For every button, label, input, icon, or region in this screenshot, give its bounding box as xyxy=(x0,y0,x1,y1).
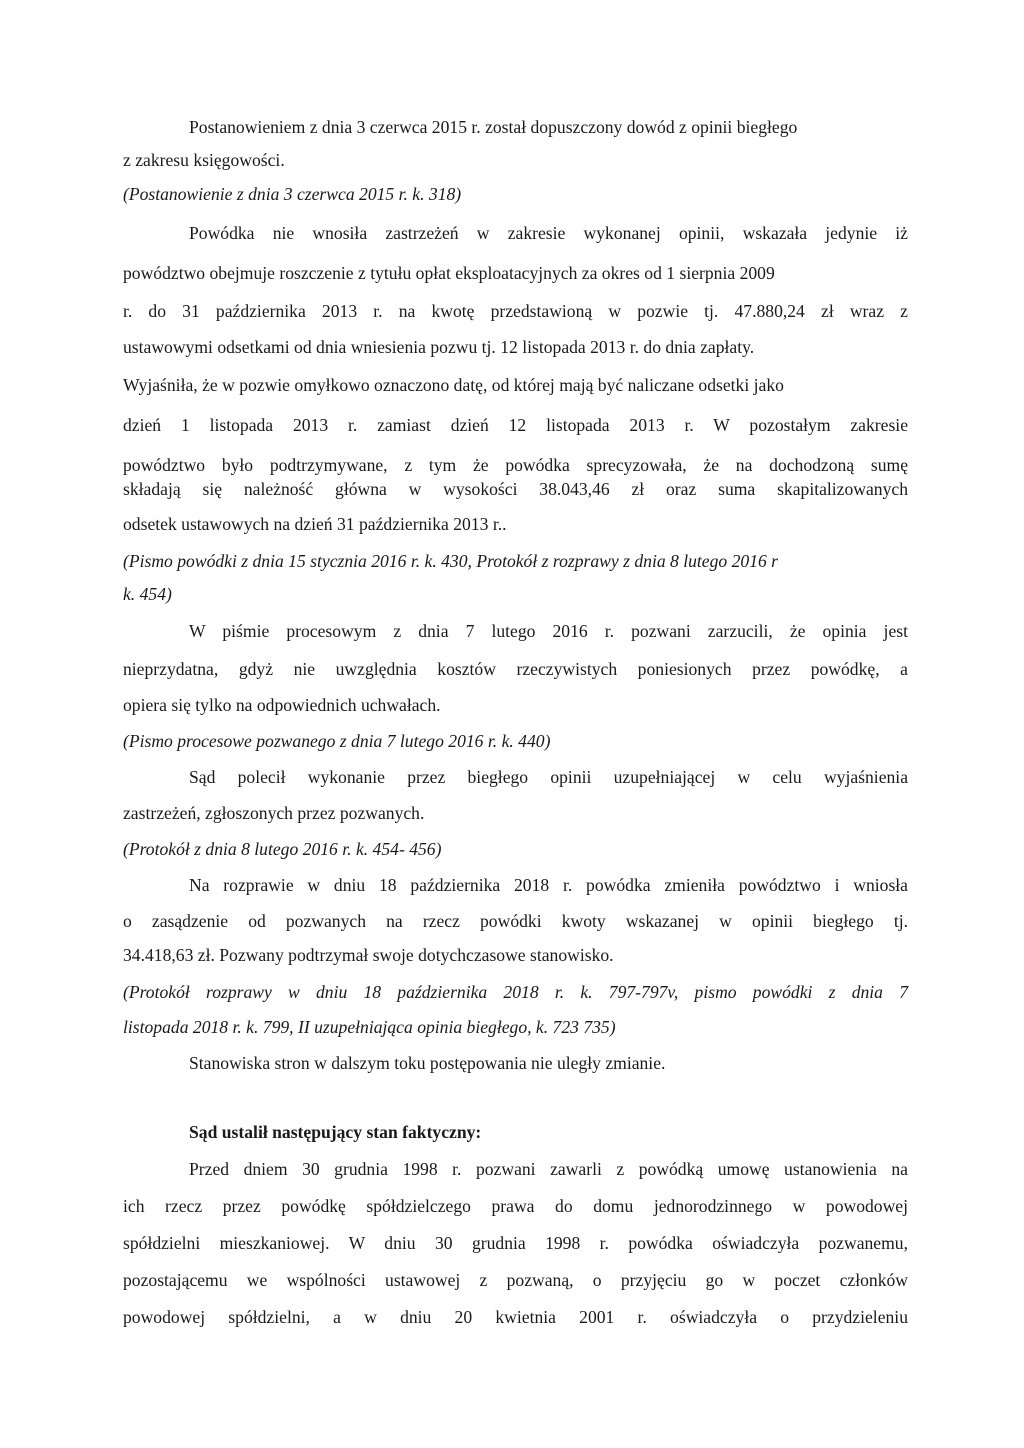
text-line: zastrzeżeń, zgłoszonych przez pozwanych. xyxy=(123,803,425,823)
text-line: ich rzecz przez powódkę spółdzielczego prawa do domu jednorodzinnego w powodowej xyxy=(123,1196,908,1216)
text-line: Wyjaśniła, że w pozwie omyłkowo oznaczono datę, od której mają być naliczane odsetki jako xyxy=(123,375,784,395)
citation-line: (Protokół rozprawy w dniu 18 października 2018 r. k. 797-797v, pismo powódki z dnia 7 xyxy=(123,982,908,1002)
text-line: nieprzydatna, gdyż nie uwzględnia kosztów rzeczywistych poniesionych przez powódkę, a xyxy=(123,659,908,679)
text-line: Sąd polecił wykonanie przez biegłego opinii uzupełniającej w celu wyjaśnienia xyxy=(189,767,908,787)
citation-line: k. 454) xyxy=(123,584,172,604)
text-line: W piśmie procesowym z dnia 7 lutego 2016 r. pozwani zarzucili, że opinia jest xyxy=(189,621,908,641)
text-line: składają się należność główna w wysokości 38.043,46 zł oraz suma skapitalizowanych xyxy=(123,479,908,499)
citation-line: (Pismo powódki z dnia 15 stycznia 2016 r. k. 430, Protokół z rozprawy z dnia 8 lutego 2016 r xyxy=(123,551,779,571)
text-line: powództwo obejmuje roszczenie z tytułu opłat eksploatacyjnych za okres od 1 sierpnia 2009 xyxy=(123,263,775,283)
text-line: Stanowiska stron w dalszym toku postępowania nie uległy zmianie. xyxy=(189,1053,666,1073)
citation-line: listopada 2018 r. k. 799, II uzupełniająca opinia biegłego, k. 723 735) xyxy=(123,1017,616,1037)
text-line: pozostającemu we wspólności ustawowej z pozwaną, o przyjęciu go w poczet członków xyxy=(123,1270,908,1290)
text-line: o zasądzenie od pozwanych na rzecz powódki kwoty wskazanej w opinii biegłego tj. xyxy=(123,911,908,931)
text-line: z zakresu księgowości. xyxy=(123,150,285,170)
text-line: spółdzielni mieszkaniowej. W dniu 30 grudnia 1998 r. powódka oświadczyła pozwanemu, xyxy=(123,1233,908,1253)
text-line: 34.418,63 zł. Pozwany podtrzymał swoje dotychczasowe stanowisko. xyxy=(123,945,614,965)
text-line: powodowej spółdzielni, a w dniu 20 kwietnia 2001 r. oświadczyła o przydzieleniu xyxy=(123,1307,908,1327)
citation-line: (Pismo procesowe pozwanego z dnia 7 lutego 2016 r. k. 440) xyxy=(123,731,551,751)
text-line: Powódka nie wnosiła zastrzeżeń w zakresie wykonanej opinii, wskazała jedynie iż xyxy=(189,223,908,243)
text-line: opiera się tylko na odpowiednich uchwałach. xyxy=(123,695,441,715)
text-line: odsetek ustawowych na dzień 31 października 2013 r.. xyxy=(123,514,507,534)
text-line: ustawowymi odsetkami od dnia wniesienia pozwu tj. 12 listopada 2013 r. do dnia zapłaty. xyxy=(123,337,755,357)
text-line: Przed dniem 30 grudnia 1998 r. pozwani zawarli z powódką umowę ustanowienia na xyxy=(189,1159,908,1179)
text-line: r. do 31 października 2013 r. na kwotę przedstawioną w pozwie tj. 47.880,24 zł wraz z xyxy=(123,301,908,321)
text-line: powództwo było podtrzymywane, z tym że powódka sprecyzowała, że na dochodzoną sumę xyxy=(123,455,908,475)
section-heading: Sąd ustalił następujący stan faktyczny: xyxy=(189,1122,482,1142)
text-line: Postanowieniem z dnia 3 czerwca 2015 r. został dopuszczony dowód z opinii biegłego xyxy=(189,117,798,137)
citation-line: (Protokół z dnia 8 lutego 2016 r. k. 454- 456) xyxy=(123,839,442,859)
text-line: dzień 1 listopada 2013 r. zamiast dzień 12 listopada 2013 r. W pozostałym zakresie xyxy=(123,415,908,435)
citation-line: (Postanowienie z dnia 3 czerwca 2015 r. k. 318) xyxy=(123,184,462,204)
text-line: Na rozprawie w dniu 18 października 2018 r. powódka zmieniła powództwo i wniosła xyxy=(189,875,908,895)
